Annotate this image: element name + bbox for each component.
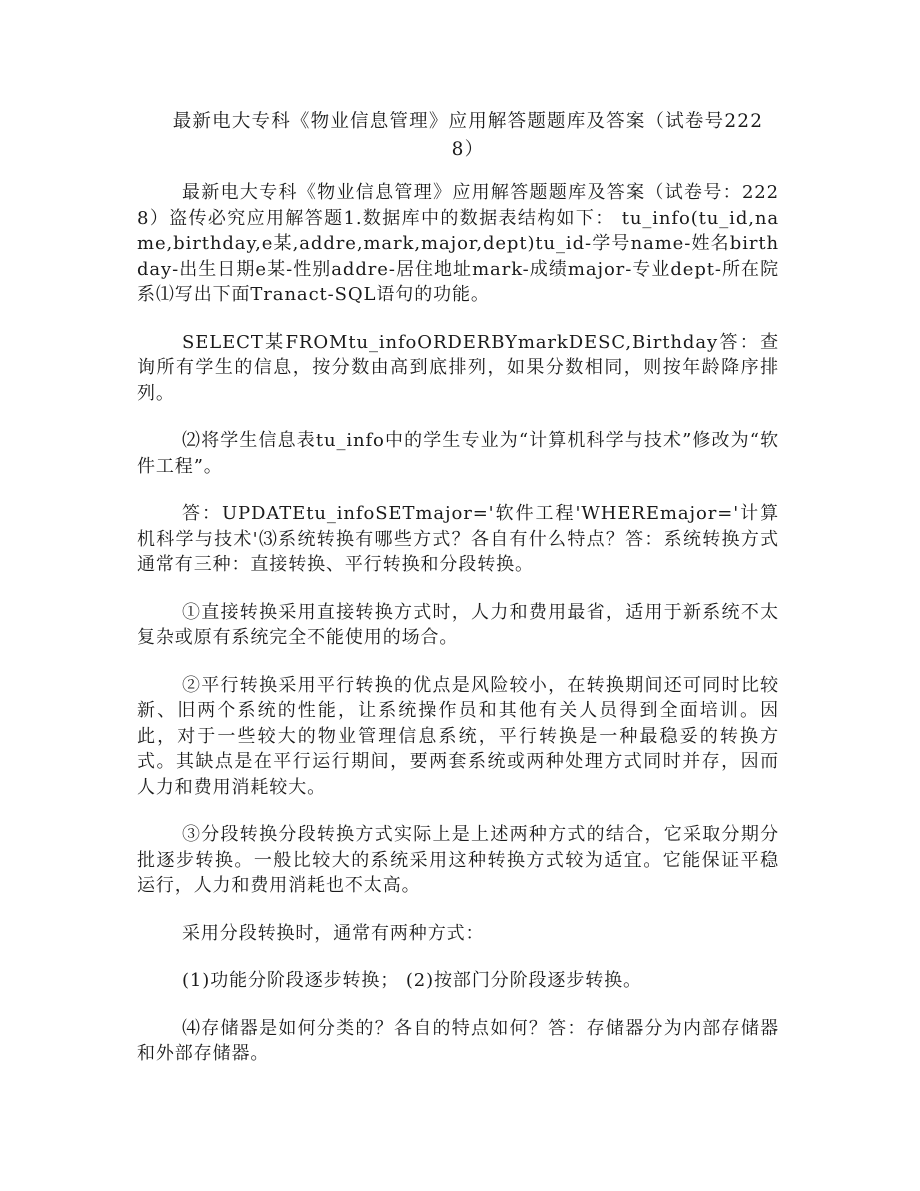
paragraph-phased-conversion: ③分段转换分段转换方式实际上是上述两种方式的结合，它采取分期分批逐步转换。一般比较大的系统采用这种转换方式较为适宜。它能保证平稳运行，人力和费用消耗也不太高。 xyxy=(137,824,779,896)
paragraph-question-4: ⑷存储器是如何分类的？各自的特点如何？答：存储器分为内部存储器和外部存储器。 xyxy=(137,1017,779,1064)
paragraph-phased-methods-intro: 采用分段转换时，通常有两种方式： xyxy=(182,922,485,944)
document-page xyxy=(137,108,779,1089)
paragraph-update-answer-question-3: 答：UPDATEtu_infoSETmajor='软件工程'WHEREmajor='计算机科学与技术'⑶系统转换有哪些方式？各自有什么特点？答：系统转换方式通常有三种：直接转换、平行转换和分段转换。 xyxy=(137,503,779,575)
document-title: 最新电大专科《物业信息管理》应用解答题题库及答案（试卷号2228） xyxy=(172,111,764,160)
paragraph-direct-conversion: ①直接转换采用直接转换方式时，人力和费用最省，适用于新系统不太复杂或原有系统完全不能使用的场合。 xyxy=(137,601,779,648)
paragraph-select-answer: SELECT某FROMtu_infoORDERBYmarkDESC,Birthday答：查询所有学生的信息，按分数由高到底排列，如果分数相同，则按年龄降序排列。 xyxy=(137,331,779,404)
paragraph-intro-question-1: 最新电大专科《物业信息管理》应用解答题题库及答案（试卷号：2228）盗传必究应用解答题1.数据库中的数据表结构如下： tu_info(tu_id,name,birthday,e某,addre,mark,major,dept)tu_id-学号name-姓名birthday-出生日期e某-性别addre-居住地址mark-成绩major-专业dept-所在院系⑴写出下面Tranact-SQL语句的功能。 xyxy=(137,182,779,305)
paragraph-phased-methods-list: (1)功能分阶段逐步转换； (2)按部门分阶段逐步转换。 xyxy=(182,970,642,991)
paragraph-question-2: ⑵将学生信息表tu_info中的学生专业为“计算机科学与技术”修改为“软件工程”。 xyxy=(137,430,779,477)
paragraph-parallel-conversion: ②平行转换采用平行转换的优点是风险较小，在转换期间还可同时比较新、旧两个系统的性能，让系统操作员和其他有关人员得到全面培训。因此，对于一些较大的物业管理信息系统，平行转换是一种最稳妥的转换方式。其缺点是在平行运行期间，要两套系统或两种处理方式同时并存，因而人力和费用消耗较大。 xyxy=(137,674,779,798)
